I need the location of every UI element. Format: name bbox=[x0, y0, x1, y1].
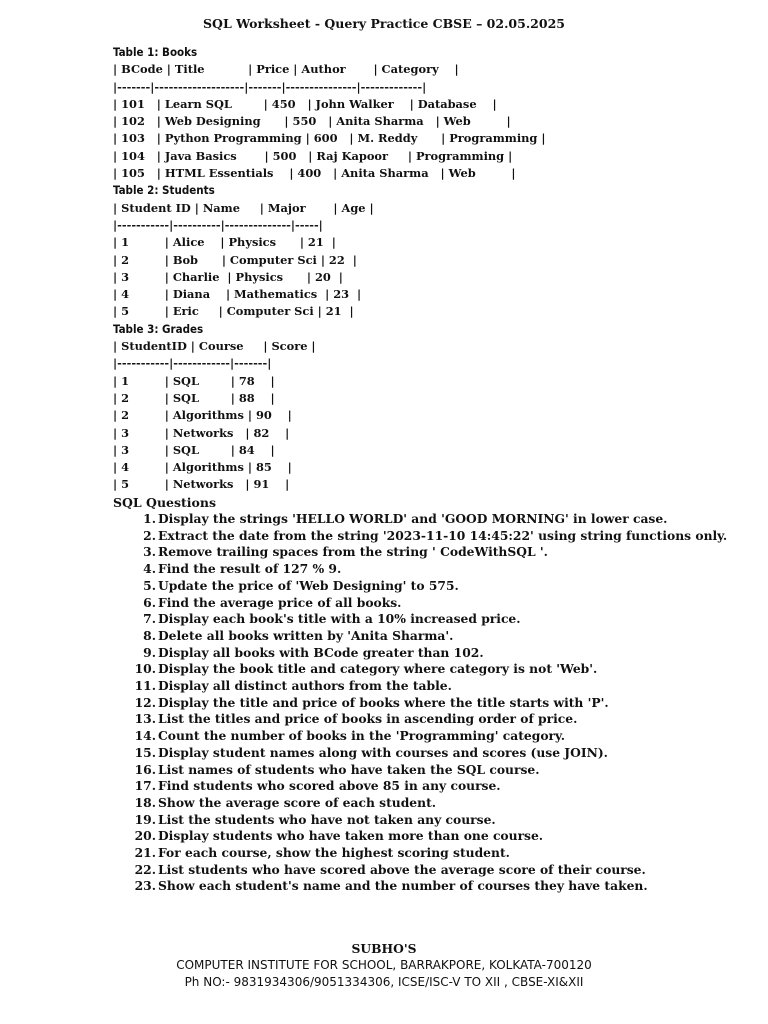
question-item: Show the average score of each student. bbox=[158, 794, 437, 810]
table-row: | 2 | Bob | Computer Sci | 22 | bbox=[113, 252, 357, 267]
table-row: | 1 | Alice | Physics | 21 | bbox=[113, 235, 336, 250]
footer bbox=[0, 940, 768, 990]
table-caption: Table 2: Students bbox=[113, 183, 215, 198]
table-row: | StudentID | Course | Score | bbox=[113, 339, 316, 354]
questions-heading: SQL Questions bbox=[113, 494, 217, 510]
questions-list bbox=[113, 511, 753, 895]
table-row: | 1 | SQL | 78 | bbox=[113, 373, 275, 388]
question-item: Update the price of 'Web Designing' to 575. bbox=[158, 577, 459, 593]
question-item: Find the average price of all books. bbox=[158, 594, 402, 610]
question-item: For each course, show the highest scoring student. bbox=[158, 845, 510, 861]
table-row: | 101 | Learn SQL | 450 | John Walker | Database | bbox=[113, 96, 497, 111]
table-row: | 3 | Charlie | Physics | 20 | bbox=[113, 269, 343, 284]
question-item: List students who have scored above the average score of their course. bbox=[158, 861, 646, 877]
question-item: Display all books with BCode greater than 102. bbox=[158, 644, 484, 660]
question-item: Display student names along with courses and scores (use JOIN). bbox=[158, 744, 608, 760]
table-row: | 104 | Java Basics | 500 | Raj Kapoor | Programming | bbox=[113, 148, 513, 163]
table-block-students bbox=[113, 182, 753, 320]
table-caption: Table 3: Grades bbox=[113, 321, 204, 336]
question-item: Display the book title and category where category is not 'Web'. bbox=[158, 661, 598, 677]
worksheet-content bbox=[113, 44, 753, 895]
table-row: | 2 | SQL | 88 | bbox=[113, 390, 275, 405]
table-block-grades bbox=[113, 321, 753, 494]
question-item: List the titles and price of books in ascending order of price. bbox=[158, 711, 578, 727]
question-item: Display students who have taken more than one course. bbox=[158, 828, 544, 844]
table-row: |-------|-------------------|-------|---------------|-------------| bbox=[113, 79, 427, 94]
institute-phone: Ph NO:- 9831934306/9051334306, ICSE/ISC-V TO XII , CBSE-XI&XII bbox=[184, 974, 584, 989]
question-item: Display the strings 'HELLO WORLD' and 'GOOD MORNING' in lower case. bbox=[158, 511, 668, 527]
table-row: | 4 | Diana | Mathematics | 23 | bbox=[113, 287, 362, 302]
table-block-books bbox=[113, 44, 753, 182]
question-item: Display each book's title with a 10% increased price. bbox=[158, 611, 521, 627]
table-caption: Table 1: Books bbox=[113, 45, 198, 59]
table-row: | 5 | Eric | Computer Sci | 21 | bbox=[113, 304, 354, 319]
table-row: | 4 | Algorithms | 85 | bbox=[113, 460, 292, 475]
table-row: | Student ID | Name | Major | Age | bbox=[113, 200, 374, 215]
institute-address: COMPUTER INSTITUTE FOR SCHOOL, BARRAKPORE, KOLKATA-700120 bbox=[176, 958, 592, 972]
worksheet-title: SQL Worksheet - Query Practice CBSE – 02.05.2025 bbox=[203, 16, 565, 31]
table-row: | 103 | Python Programming | 600 | M. Reddy | Programming | bbox=[113, 131, 546, 146]
question-item: Find the result of 127 % 9. bbox=[158, 561, 342, 577]
question-item: Count the number of books in the 'Programming' category. bbox=[158, 728, 566, 744]
table-row: |-----------|----------|--------------|-----| bbox=[113, 217, 323, 232]
table-row: | 105 | HTML Essentials | 400 | Anita Sharma | Web | bbox=[113, 166, 516, 181]
question-item: List the students who have not taken any course. bbox=[158, 811, 496, 827]
table-row: | 2 | Algorithms | 90 | bbox=[113, 408, 292, 423]
question-item: Find students who scored above 85 in any course. bbox=[158, 778, 501, 794]
question-item: Display all distinct authors from the table. bbox=[158, 678, 452, 694]
question-item: Remove trailing spaces from the string ' CodeWithSQL '. bbox=[158, 544, 548, 560]
table-row: | 3 | SQL | 84 | bbox=[113, 442, 275, 457]
table-row: | 102 | Web Designing | 550 | Anita Sharma | Web | bbox=[113, 114, 511, 129]
institute-brand: SUBHO'S bbox=[351, 941, 417, 956]
question-item: Extract the date from the string '2023-11-10 14:45:22' using string functions only. bbox=[158, 527, 728, 543]
table-row: | 5 | Networks | 91 | bbox=[113, 477, 290, 492]
table-row: | 3 | Networks | 82 | bbox=[113, 425, 290, 440]
table-row: | BCode | Title | Price | Author | Category | bbox=[113, 62, 459, 77]
question-item: List names of students who have taken the SQL course. bbox=[158, 761, 540, 777]
question-item: Delete all books written by 'Anita Sharma'. bbox=[158, 627, 454, 643]
table-row: |-----------|------------|-------| bbox=[113, 356, 272, 371]
question-item: Show each student's name and the number of courses they have taken. bbox=[158, 878, 648, 894]
question-item: Display the title and price of books where the title starts with 'P'. bbox=[158, 694, 609, 710]
